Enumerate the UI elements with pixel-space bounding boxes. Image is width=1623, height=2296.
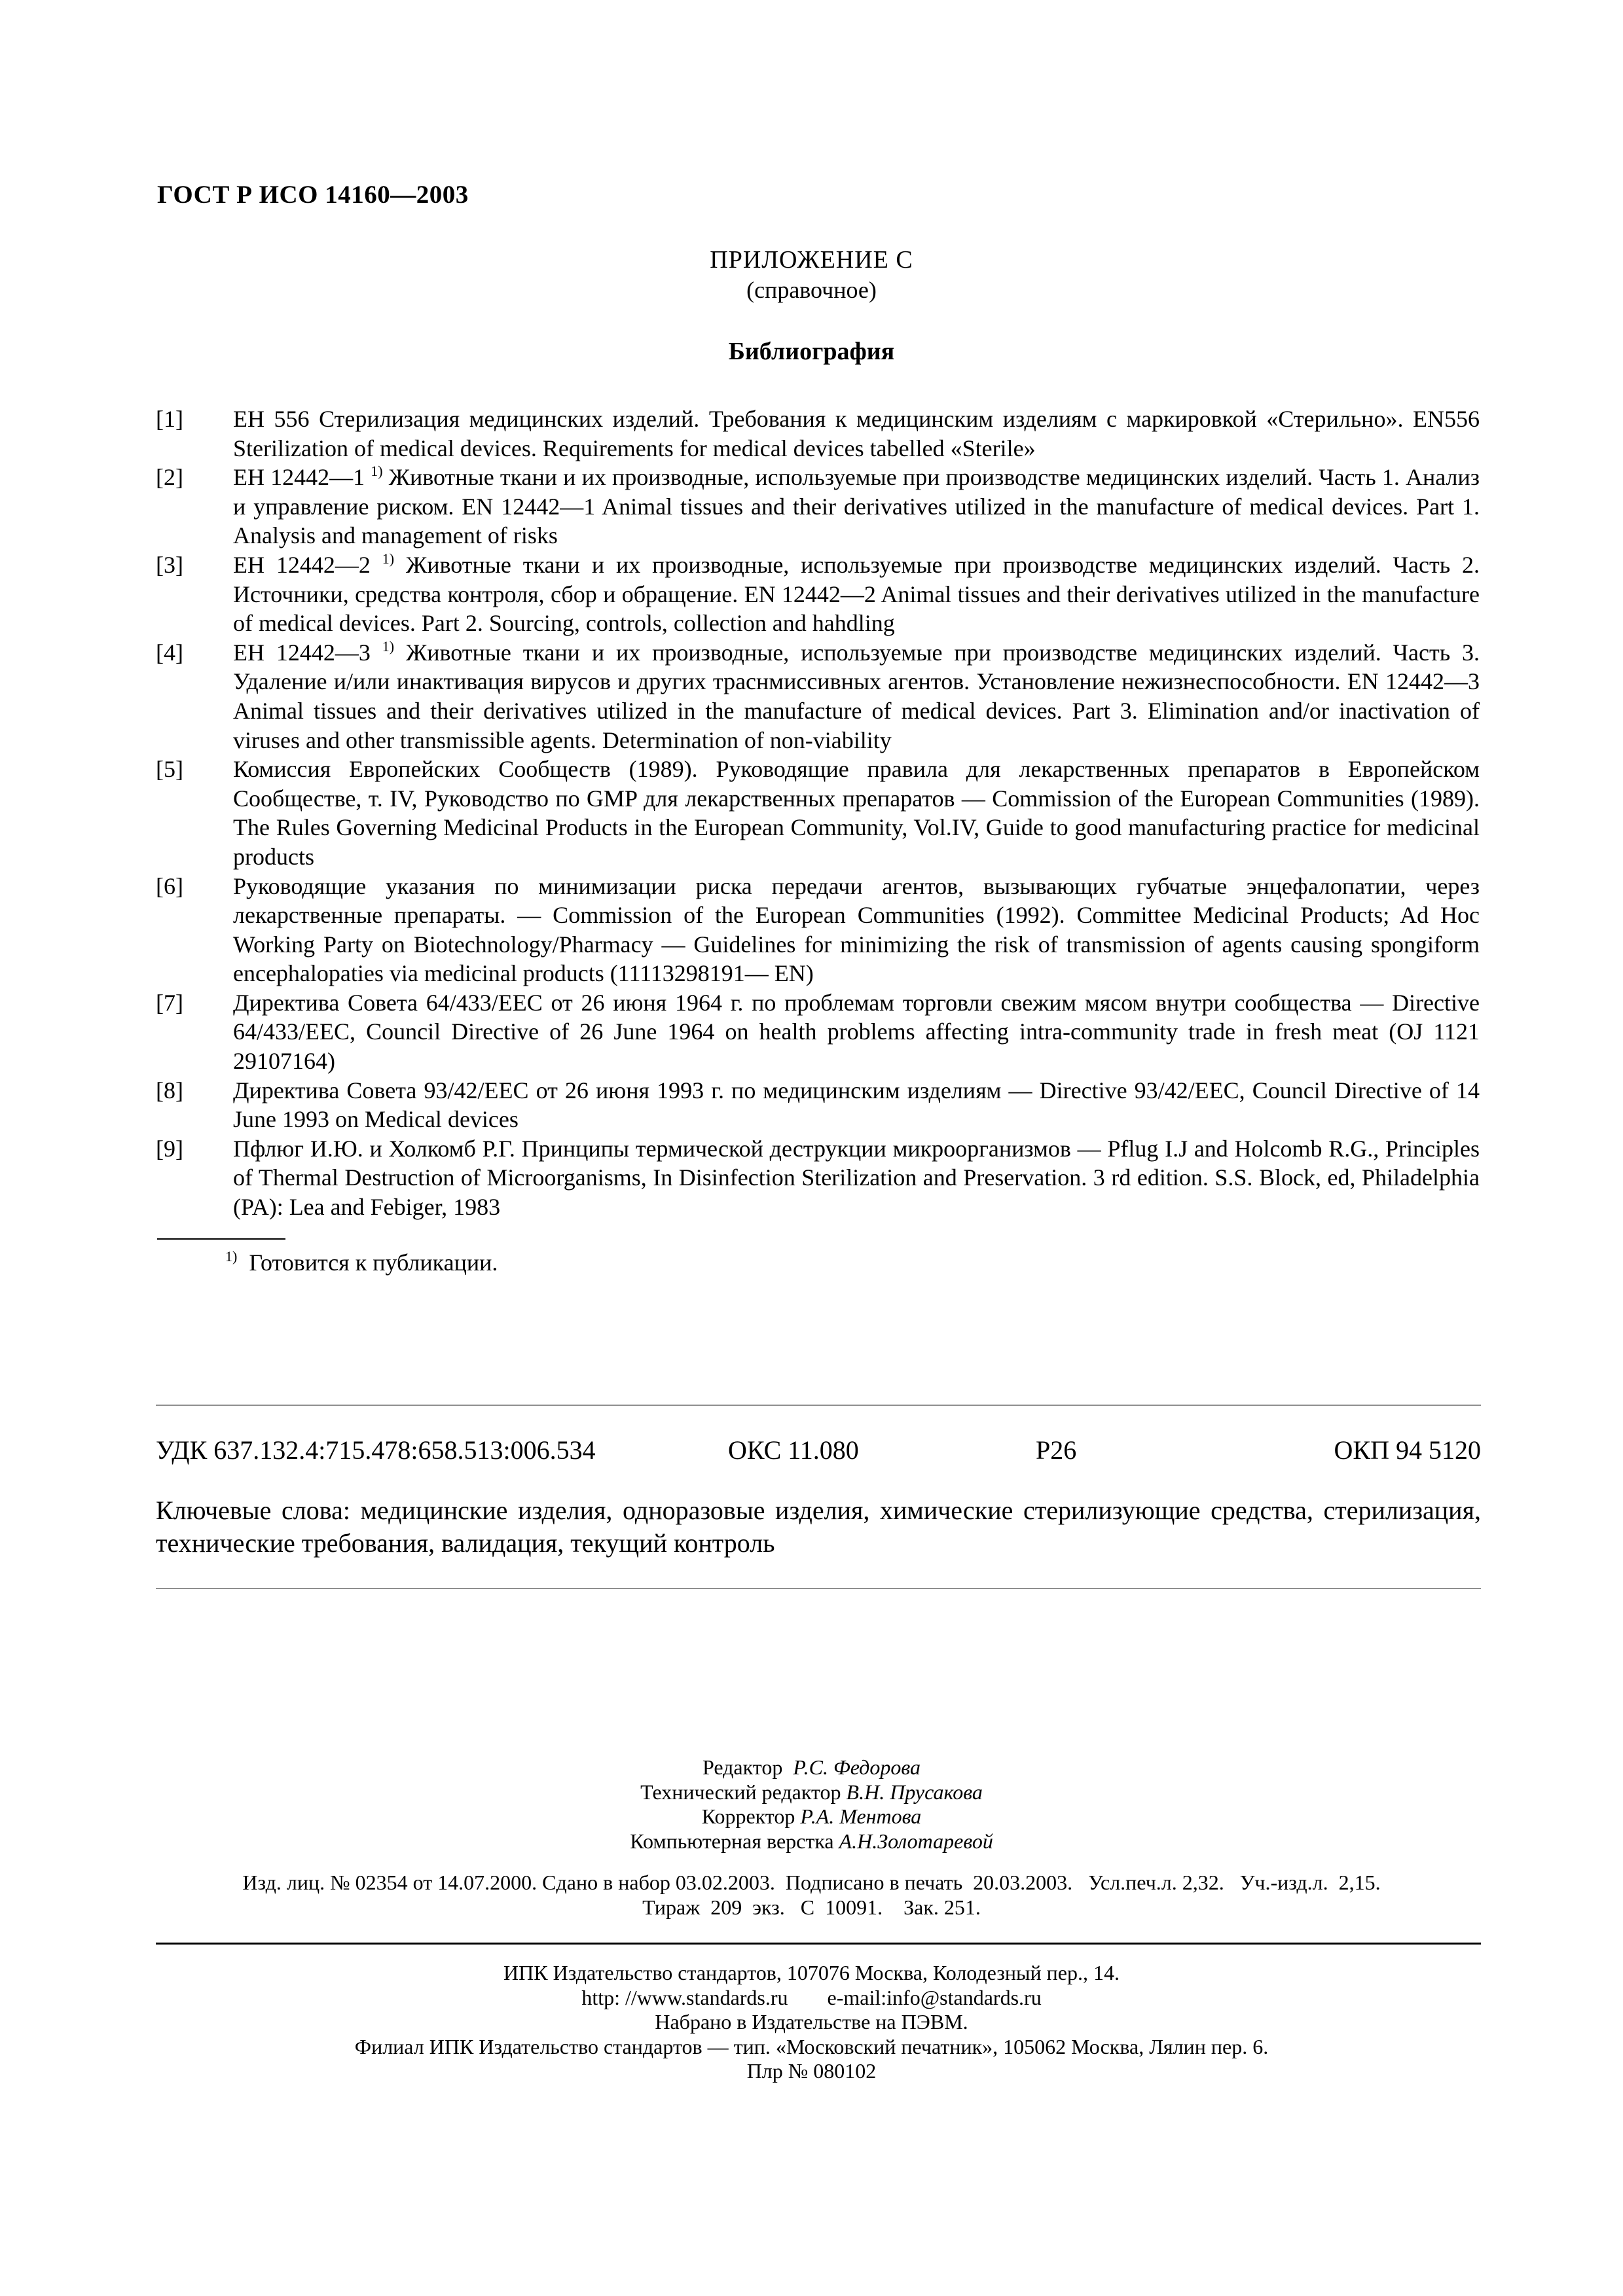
print-details-line: Тираж 209 экз. С 10091. Зак. 251. [642, 1895, 981, 1919]
reference-text: ЕН 12442—1 $^{1)}$ Животные ткани и их производные, используемые при производстве медицинских изделий. Часть 1. Анализ и управление риском. EN 12442—1 Animal tissues and their derivatives utilized in the manufacture of medical devices. Part 1. Analysis and management of risks [233, 463, 1480, 549]
reference-number: [3] [156, 551, 183, 578]
reference-item [156, 755, 1480, 871]
reference-item [156, 1134, 1480, 1222]
okp-code: ОКП 94 5120 [1334, 1435, 1481, 1465]
divider [156, 1943, 1481, 1945]
credit-line: Редактор Р.С. Федорова [702, 1755, 921, 1779]
reference-number: [7] [156, 989, 183, 1016]
publisher-address: ИПК Издательство стандартов, 107076 Москва, Колодезный пер., 14. [503, 1961, 1120, 1984]
udk-code: УДК 637.132.4:715.478:658.513:006.534 [156, 1435, 596, 1465]
reference-number: [5] [156, 756, 183, 783]
reference-text: Руководящие указания по минимизации риска передачи агентов, вызывающих губчатые энцефалопатии, через лекарственные препараты. — Commission of the European Communities (1992). Committee Medicinal Products; Ad Hoc Working Party on Biotechnology/Pharmacy — Guidelines for minimizing the risk of transmission of agents causing spongiform encephalopaties via medicinal products (11113298191— EN) [233, 872, 1480, 987]
footnote [225, 1249, 498, 1276]
email-link[interactable]: e-mail:info@standards.ru [827, 1985, 1042, 2009]
reference-list [156, 404, 1480, 1222]
bibliography-heading: Библиография [728, 338, 895, 365]
credit-name: Р.С. Федорова [793, 1755, 921, 1779]
keywords: Ключевые слова: медицинские изделия, одноразовые изделия, химические стерилизующие средства, стерилизация, технические требования, валидация, текущий контроль [156, 1496, 1481, 1558]
footnote-text: Готовится к публикации. [249, 1249, 498, 1276]
credit-name: Р.А. Ментова [800, 1804, 922, 1828]
reference-item [156, 872, 1480, 988]
reference-item [156, 1076, 1480, 1134]
typeset-note: Набрано в Издательстве на ПЭВМ. [655, 2010, 968, 2034]
divider [156, 1405, 1481, 1406]
annex-type: (справочное) [746, 277, 877, 303]
reference-item [156, 463, 1480, 550]
reference-text: ЕН 556 Стерилизация медицинских изделий. Требования к медицинским изделиям с маркировкой «Стерильно». EN556 Sterilization of medical devices. Requirements for medical devices tabelled «Sterile» [233, 406, 1480, 461]
reference-text: Директива Совета 64/433/ЕЕС от 26 июня 1964 г. по проблемам торговли свежим мясом внутри сообщества — Directive 64/433/EEC, Council Directive of 26 June 1964 on health problems affecting intra-community trade in fresh meat (OJ 1121 29107164) [233, 989, 1480, 1075]
publisher-contacts [0, 1986, 1623, 2011]
footnote-mark: 1) [382, 637, 395, 655]
reference-text: Директива Совета 93/42/ЕЕС от 26 июня 1993 г. по медицинским изделиям — Directive 93/42/EEC, Council Directive of 14 June 1993 on Medical devices [233, 1077, 1480, 1133]
reference-item [156, 638, 1480, 755]
publisher-info [0, 1961, 1623, 2084]
oks-code: ОКС 11.080 [728, 1435, 859, 1465]
credit-line: Технический редактор В.Н. Прусакова [640, 1780, 983, 1804]
branch-address: Филиал ИПК Издательство стандартов — тип. «Московский печатник», 105062 Москва, Лялин пер. 6. [354, 2034, 1269, 2058]
footnote-mark: 1) [382, 550, 395, 567]
print-details-line: Изд. лиц. № 02354 от 14.07.2000. Сдано в набор 03.02.2003. Подписано в печать 20.03.2003. Усл.печ.л. 2,32. Уч.-изд.л. 2,15. [242, 1871, 1381, 1894]
credit-name: А.Н.Золотаревой [839, 1829, 993, 1853]
footnote-divider [157, 1238, 285, 1240]
credits [0, 1755, 1623, 1854]
group-code: Р26 [1036, 1435, 1077, 1465]
reference-item [156, 550, 1480, 638]
reference-text: ЕН 12442—3 $^{1)}$ Животные ткани и их производные, используемые при производстве медицинских изделий. Часть 3. Удаление и/или инактивация вирусов и других траснмиссивных агентов. Установление нежизнеспособности. EN 12442—3 Animal tissues and their derivatives utilized in the manufacture of medical devices. Part 3. Elimination and/or inactivation of viruses and other transmissible agents. Determination of non-viability [233, 637, 1480, 753]
print-details [0, 1871, 1623, 1920]
reference-number: [9] [156, 1135, 183, 1162]
reference-text: ЕН 12442—2 $^{1)}$ Животные ткани и их производные, используемые при производстве медицинских изделий. Часть 2. Источники, средства контроля, сбор и обращение. EN 12442—2 Animal tissues and their derivatives utilized in the manufacture of medical devices. Part 2. Sourcing, controls, collection and hahdling [233, 550, 1480, 637]
credit-line: Корректор Р.А. Ментова [701, 1804, 922, 1828]
credit-line: Компьютерная верстка А.Н.Золотаревой [630, 1829, 993, 1853]
plr-number: Плр № 080102 [746, 2059, 877, 2083]
reference-item [156, 404, 1480, 463]
reference-number: [6] [156, 872, 183, 899]
divider [156, 1588, 1481, 1589]
reference-number: [8] [156, 1077, 183, 1103]
footnote-mark: 1) [225, 1248, 238, 1265]
reference-text: Комиссия Европейских Сообществ (1989). Руководящие правила для лекарственных препаратов в Европейском Сообществе, т. IV, Руководство по GMP для лекарственных препаратов — Commission of the European Communities (1989). The Rules Governing Medicinal Products in the European Community, Vol.IV, Guide to good manufacturing practice for medicinal products [233, 756, 1480, 870]
reference-text: Пфлюг И.Ю. и Холкомб Р.Г. Принципы термической деструкции микроорганизмов — Pflug I.J and Holcomb R.G., Principles of Thermal Destruction of Microorganisms, In Disinfection Sterilization and Preservation. 3 rd edition. S.S. Block, ed, Philadelphia (PA): Lea and Febiger, 1983 [233, 1135, 1480, 1221]
reference-number: [1] [156, 406, 183, 432]
annex-title: ПРИЛОЖЕНИЕ С [710, 246, 913, 274]
reference-number: [2] [156, 464, 183, 491]
footnote-mark: 1) [371, 463, 383, 480]
credit-name: В.Н. Прусакова [846, 1780, 983, 1804]
reference-number: [4] [156, 639, 183, 666]
website-link[interactable]: http: //www.standards.ru [581, 1985, 788, 2009]
reference-item [156, 988, 1480, 1076]
document-header-code: ГОСТ Р ИСО 14160—2003 [157, 181, 469, 209]
